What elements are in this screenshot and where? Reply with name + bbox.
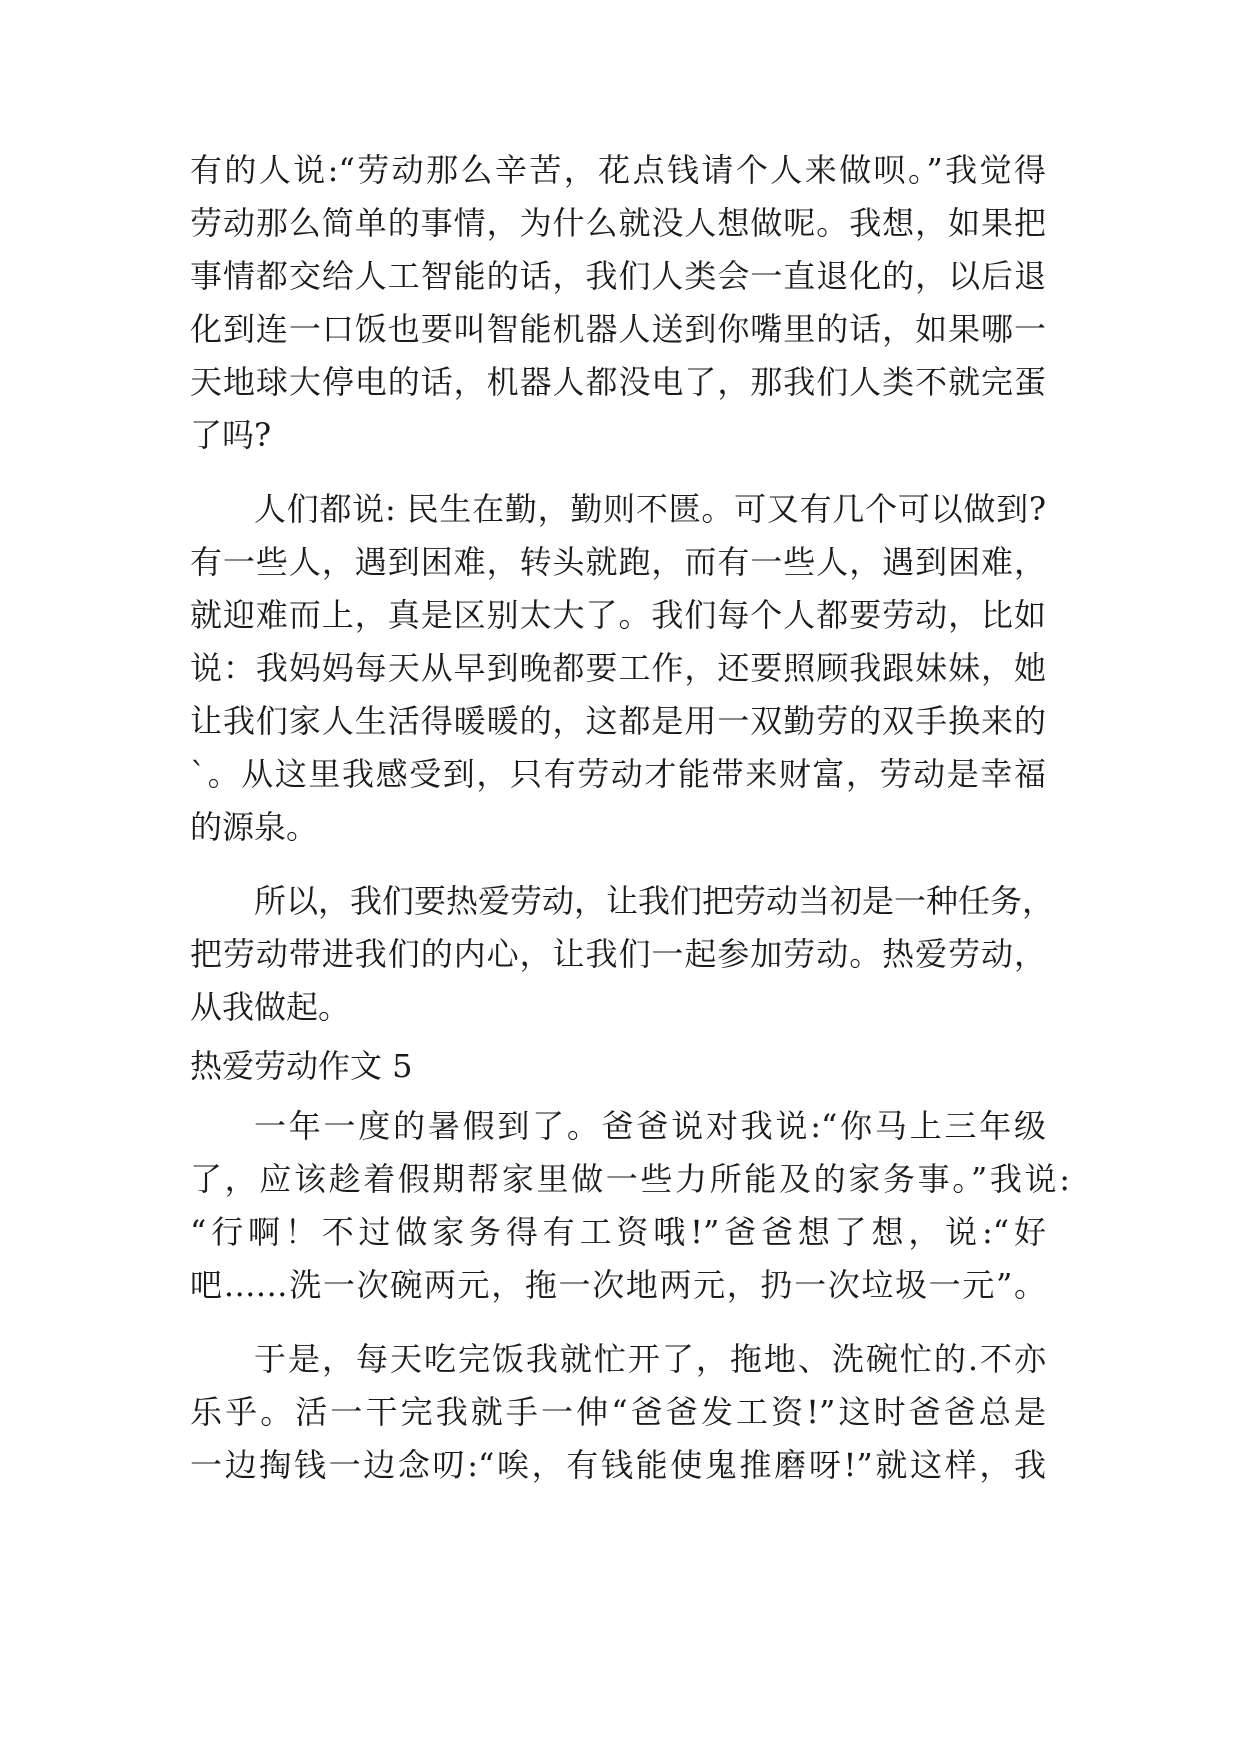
section-heading: 热爱劳动作文 5 bbox=[190, 1047, 413, 1085]
text-line: “行啊！不过做家务得有工资哦!”爸爸想了想，说:“好 bbox=[190, 1213, 1046, 1251]
text-line: `。从这里我感受到，只有劳动才能带来财富，劳动是幸福 bbox=[190, 755, 1046, 793]
text-line: 有一些人，遇到困难，转头就跑，而有一些人，遇到困难， bbox=[190, 543, 1046, 581]
text-line: 说：我妈妈每天从早到晚都要工作，还要照顾我跟妹妹，她 bbox=[190, 649, 1046, 687]
text-line: 从我做起。 bbox=[190, 988, 351, 1026]
text-line: 了吗? bbox=[190, 416, 272, 454]
text-line: 天地球大停电的话，机器人都没电了，那我们人类不就完蛋 bbox=[190, 363, 1046, 401]
text-line: 了，应该趁着假期帮家里做一些力所能及的家务事。”我说: bbox=[190, 1160, 1070, 1198]
text-line: 把劳动带进我们的内心，让我们一起参加劳动。热爱劳动， bbox=[190, 935, 1046, 973]
text-line: 就迎难而上，真是区别太大了。我们每个人都要劳动，比如 bbox=[190, 596, 1046, 634]
paragraph-start-line: 于是，每天吃完饭我就忙开了，拖地、洗碗忙的.不亦 bbox=[254, 1340, 1046, 1378]
text-line: 的源泉。 bbox=[190, 808, 319, 846]
text-line: 吧……洗一次碗两元，拖一次地两元，扔一次垃圾一元”。 bbox=[190, 1266, 1046, 1304]
text-line: 化到连一口饭也要叫智能机器人送到你嘴里的话，如果哪一 bbox=[190, 310, 1046, 348]
text-line: 乐乎。活一干完我就手一伸“爸爸发工资!”这时爸爸总是 bbox=[190, 1393, 1046, 1431]
paragraph-start-line: 所以，我们要热爱劳动，让我们把劳动当初是一种任务， bbox=[254, 882, 1055, 920]
text-line: 有的人说:“劳动那么辛苦，花点钱请个人来做呗。”我觉得 bbox=[190, 151, 1046, 189]
text-line: 让我们家人生活得暖暖的，这都是用一双勤劳的双手换来的 bbox=[190, 702, 1046, 740]
text-line: 一边掏钱一边念叨:“唉，有钱能使鬼推磨呀!”就这样，我 bbox=[190, 1446, 1046, 1484]
text-line: 事情都交给人工智能的话，我们人类会一直退化的，以后退 bbox=[190, 257, 1046, 295]
text-line: 劳动那么简单的事情，为什么就没人想做呢。我想，如果把 bbox=[190, 204, 1046, 242]
paragraph-start-line: 一年一度的暑假到了。爸爸说对我说:“你马上三年级 bbox=[254, 1107, 1046, 1145]
paragraph-start-line: 人们都说: 民生在勤，勤则不匮。可又有几个可以做到? bbox=[254, 490, 1046, 528]
